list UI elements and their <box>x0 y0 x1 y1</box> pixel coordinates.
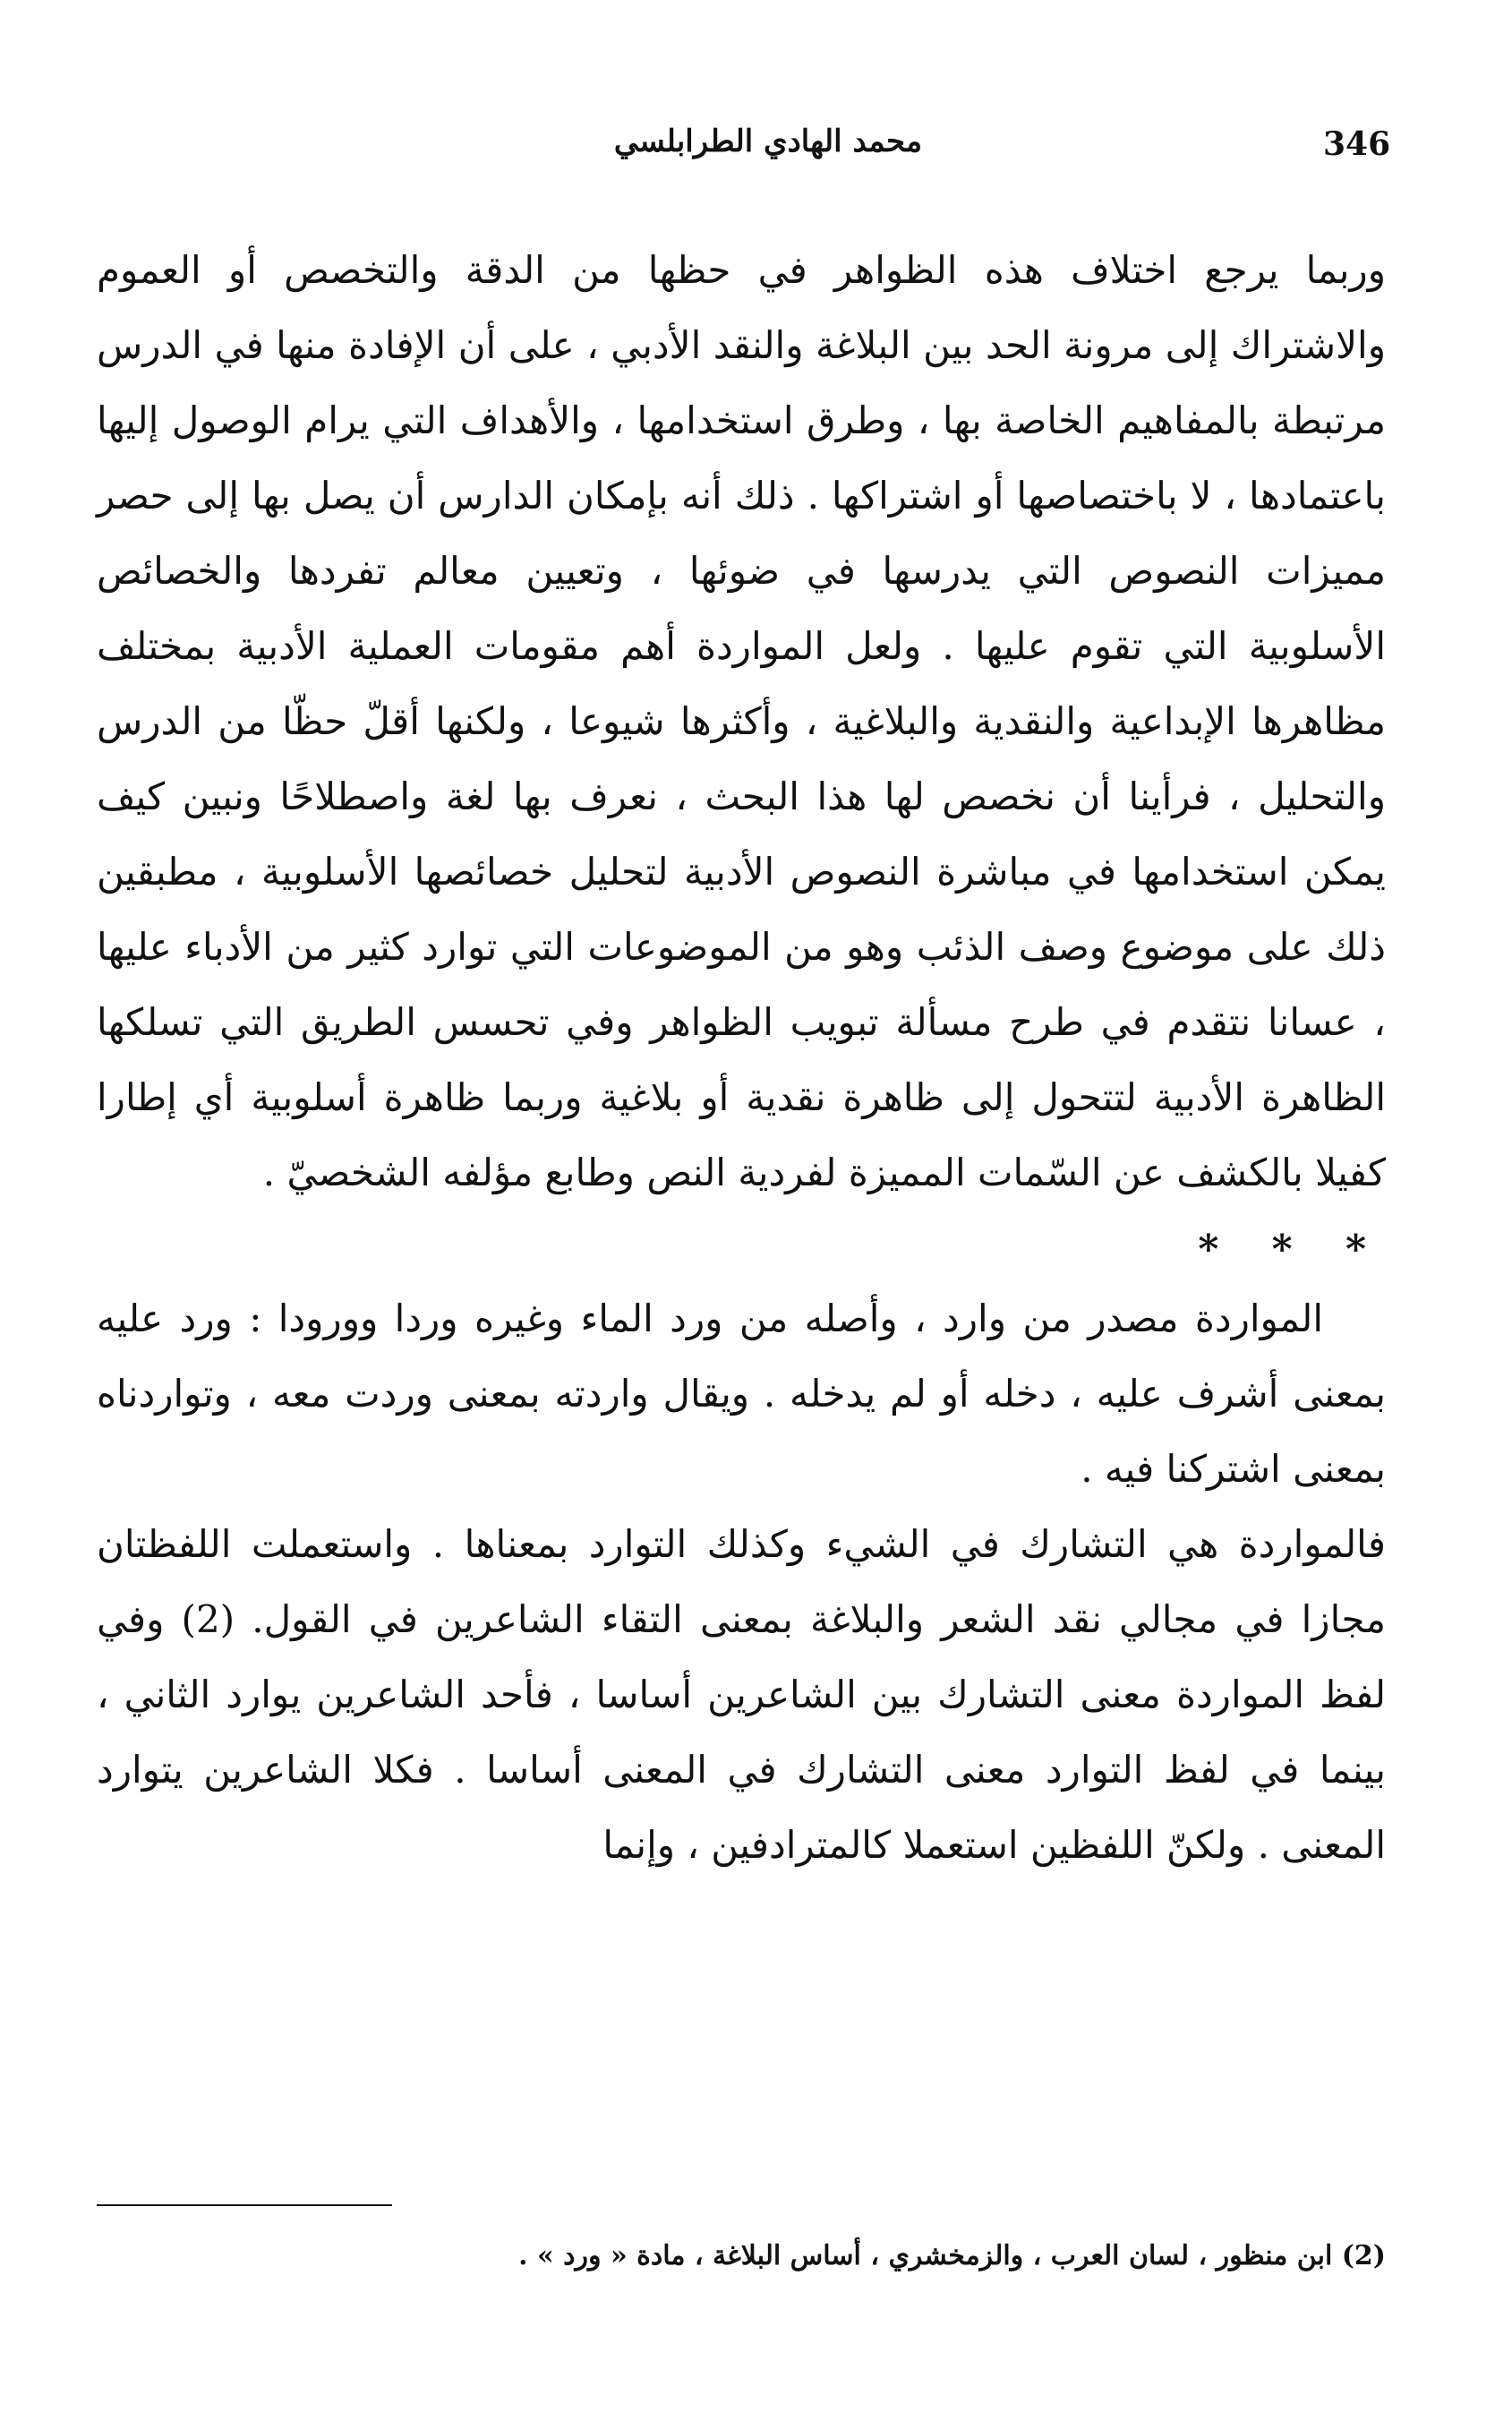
page-header <box>97 116 1391 179</box>
footnote-divider <box>97 2204 392 2206</box>
paragraph-2: المواردة مصدر من وارد ، وأصله من ورد الماء وغيره وردا وورودا : ورد عليه بمعنى أشرف عليه ، دخله أو لم يدخله . ويقال واردته بمعنى وردت معه ، وتواردناه بمعنى اشتركنا فيه . <box>97 1296 1386 1491</box>
running-title: محمد الهادي الطرابلسي <box>613 124 923 159</box>
footnote: (2) ابن منظور ، لسان العرب ، والزمخشري ، أساس البلاغة ، مادة « ورد » . <box>518 2240 1386 2271</box>
body-text <box>97 233 1386 1883</box>
paragraph-1: وربما يرجع اختلاف هذه الظواهر في حظها من الدقة والتخصص أو العموم والاشتراك إلى مرونة الحد بين البلاغة والنقد الأدبي ، على أن الإفادة منها في الدرس مرتبطة بالمفاهيم الخاصة بها ، وطرق استخدامها ، والأهداف التي يرام الوصول إليها باعتمادها ، لا باختصاصها أو اشتراكها . ذلك أنه بإمكان الدارس أن يصل بها إلى حصر مميزات النصوص التي يدرسها في ضوئها ، وتعيين معالم تفردها والخصائص الأسلوبية التي تقوم عليها . ولعل المواردة أهم مقومات العملية الأدبية بمختلف مظاهرها الإبداعية والنقدية والبلاغية ، وأكثرها شيوعا ، ولكنها أقلّ حظّا من الدرس والتحليل ، فرأينا أن نخصص لها هذا البحث ، نعرف بها لغة واصطلاحًا ونبين كيف يمكن استخدامها في مباشرة النصوص الأدبية لتحليل خصائصها الأسلوبية ، مطبقين ذلك على موضوع وصف الذئب وهو من الموضوعات التي توارد كثير من الأدباء عليها ، عسانا نتقدم في طرح مسألة تبويب الظواهر وفي تحسس الطريق التي تسلكها الظاهرة الأدبية لتتحول إلى ظاهرة نقدية أو بلاغية وربما ظاهرة أسلوبية أي إطارا كفيلا بالكشف عن السّمات المميزة لفردية النص وطابع مؤلفه الشخصيّ . <box>97 248 1386 1194</box>
paragraph-3: فالمواردة هي التشارك في الشيء وكذلك التوارد بمعناها . واستعملت اللفظتان مجازا في مجالي نقد الشعر والبلاغة بمعنى التقاء الشاعرين في القول. (2) وفي لفظ المواردة معنى التشارك بين الشاعرين أساسا ، فأحد الشاعرين يوارد الثاني ، بينما في لفظ التوارد معنى التشارك في المعنى أساسا . فكلا الشاعرين يتوارد المعنى . ولكنّ اللفظين استعملا كالمترادفين ، وإنما <box>97 1522 1386 1867</box>
page-number: 346 <box>1323 125 1391 163</box>
section-separator: * * * <box>1198 1227 1386 1272</box>
book-page <box>97 116 1391 2355</box>
